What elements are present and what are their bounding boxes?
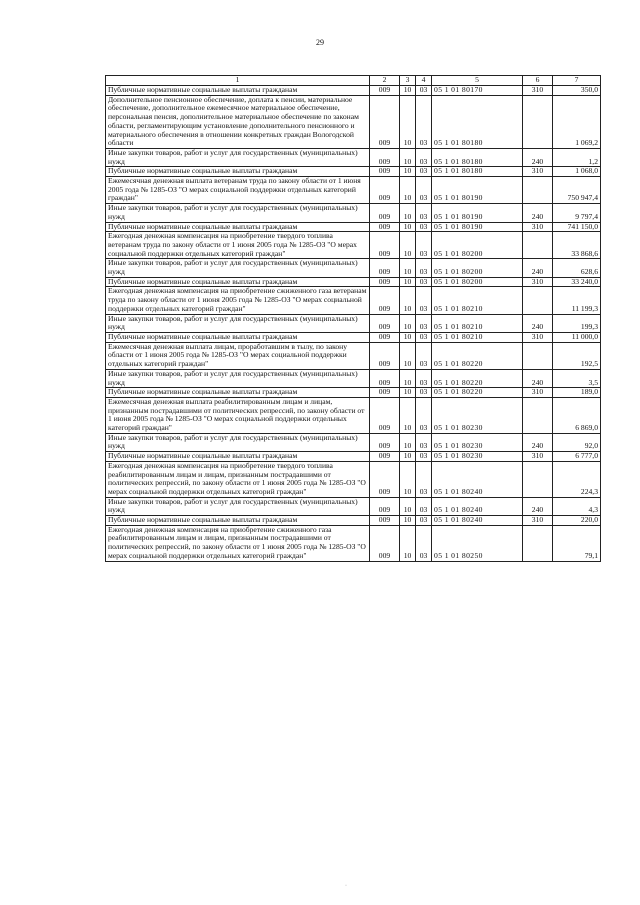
section-code: 10 — [400, 177, 416, 204]
admin-code: 009 — [370, 222, 400, 232]
amount: 199,3 — [553, 314, 601, 332]
section-code: 10 — [400, 397, 416, 433]
expense-type-code: 310 — [523, 516, 553, 526]
target-article-code: 05 1 01 80190 — [432, 222, 523, 232]
admin-code: 009 — [370, 277, 400, 287]
expense-type-code — [523, 397, 553, 433]
table-row — [106, 461, 601, 497]
amount: 9 797,4 — [553, 204, 601, 222]
admin-code: 009 — [370, 177, 400, 204]
expense-type-code — [523, 95, 553, 148]
target-article-code: 05 1 01 80170 — [432, 86, 523, 96]
target-article-code: 05 1 01 80200 — [432, 232, 523, 259]
table-row — [106, 369, 601, 387]
table-row — [106, 497, 601, 515]
admin-code: 009 — [370, 86, 400, 96]
section-code: 10 — [400, 167, 416, 177]
table-row — [106, 516, 601, 526]
subsection-code: 03 — [416, 497, 432, 515]
admin-code: 009 — [370, 388, 400, 398]
admin-code: 009 — [370, 167, 400, 177]
expense-type-code: 240 — [523, 314, 553, 332]
table-row — [106, 259, 601, 277]
subsection-code: 03 — [416, 232, 432, 259]
target-article-code: 05 1 01 80220 — [432, 342, 523, 369]
amount: 11 000,0 — [553, 332, 601, 342]
row-name: Ежегодная денежная компенсация на приобретение твердого топлива ветеранам труда по закону области от 1 июня 2005 года № 1285-ОЗ "О мерах социальной поддержки отдельных категорий граждан" — [106, 232, 370, 259]
amount: 628,6 — [553, 259, 601, 277]
row-name: Публичные нормативные социальные выплаты гражданам — [106, 277, 370, 287]
row-name: Иные закупки товаров, работ и услуг для государственных (муниципальных) нужд — [106, 204, 370, 222]
expense-type-code: 240 — [523, 204, 553, 222]
target-article-code: 05 1 01 80230 — [432, 433, 523, 451]
target-article-code: 05 1 01 80230 — [432, 452, 523, 462]
subsection-code: 03 — [416, 167, 432, 177]
section-code: 10 — [400, 287, 416, 314]
amount: 11 199,3 — [553, 287, 601, 314]
admin-code: 009 — [370, 452, 400, 462]
amount: 220,0 — [553, 516, 601, 526]
row-name: Ежемесячная денежная выплата лицам, проработавшим в тылу, по закону области от 1 июня 2005 года № 1285-ОЗ "О мерах социальной поддержки отдельных категорий граждан" — [106, 342, 370, 369]
admin-code: 009 — [370, 525, 400, 561]
admin-code: 009 — [370, 497, 400, 515]
expense-type-code — [523, 232, 553, 259]
target-article-code: 05 1 01 80210 — [432, 314, 523, 332]
subsection-code: 03 — [416, 86, 432, 96]
row-name: Дополнительное пенсионное обеспечение, доплата к пенсии, материальное обеспечение, дополнительное ежемесячное материальное обеспечение, персональная пенсия, дополнительное материальное обеспечение по законам области, регламентирующим установление дополнительного пенсионного и материального обеспечения в отношении конкретных граждан Вологодской области — [106, 95, 370, 148]
amount: 4,3 — [553, 497, 601, 515]
expense-type-code: 310 — [523, 332, 553, 342]
expense-type-code: 310 — [523, 222, 553, 232]
expense-type-code: 310 — [523, 277, 553, 287]
admin-code: 009 — [370, 342, 400, 369]
target-article-code: 05 1 01 80230 — [432, 397, 523, 433]
table-row — [106, 177, 601, 204]
expense-type-code: 240 — [523, 497, 553, 515]
page-number: 29 — [316, 38, 324, 47]
target-article-code: 05 1 01 80250 — [432, 525, 523, 561]
subsection-code: 03 — [416, 525, 432, 561]
admin-code: 009 — [370, 204, 400, 222]
amount: 33 240,0 — [553, 277, 601, 287]
section-code: 10 — [400, 314, 416, 332]
amount: 3,5 — [553, 369, 601, 387]
section-code: 10 — [400, 342, 416, 369]
target-article-code: 05 1 01 80180 — [432, 95, 523, 148]
section-code: 10 — [400, 369, 416, 387]
expense-type-code — [523, 461, 553, 497]
row-name: Ежегодная денежная компенсация на приобретение сжиженного газа ветеранам труда по закону области от 1 июня 2005 года № 1285-ОЗ "О мерах социальной поддержки отдельных категорий граждан" — [106, 287, 370, 314]
table-row — [106, 397, 601, 433]
section-code: 10 — [400, 277, 416, 287]
row-name: Иные закупки товаров, работ и услуг для государственных (муниципальных) нужд — [106, 314, 370, 332]
target-article-code: 05 1 01 80220 — [432, 388, 523, 398]
row-name: Публичные нормативные социальные выплаты гражданам — [106, 332, 370, 342]
column-header-row — [106, 76, 601, 86]
row-name: Ежегодная денежная компенсация на приобретение твердого топлива реабилитированным лицам и лицам, признанным пострадавшими от политических репрессий, по закону области от 1 июня 2005 года № 1285-ОЗ "О мерах социальной поддержки отдельных категорий граждан" — [106, 461, 370, 497]
column-header: 6 — [523, 76, 553, 86]
row-name: Публичные нормативные социальные выплаты гражданам — [106, 516, 370, 526]
subsection-code: 03 — [416, 314, 432, 332]
subsection-code: 03 — [416, 277, 432, 287]
expense-type-code: 310 — [523, 452, 553, 462]
section-code: 10 — [400, 222, 416, 232]
row-name: Иные закупки товаров, работ и услуг для государственных (муниципальных) нужд — [106, 497, 370, 515]
expense-type-code: 310 — [523, 388, 553, 398]
table-row — [106, 332, 601, 342]
table-row — [106, 277, 601, 287]
expense-type-code: 240 — [523, 433, 553, 451]
section-code: 10 — [400, 452, 416, 462]
row-name: Публичные нормативные социальные выплаты гражданам — [106, 452, 370, 462]
table-row — [106, 222, 601, 232]
amount: 1 068,0 — [553, 167, 601, 177]
section-code: 10 — [400, 388, 416, 398]
expense-type-code — [523, 342, 553, 369]
amount: 6 869,0 — [553, 397, 601, 433]
admin-code: 009 — [370, 516, 400, 526]
table-row — [106, 86, 601, 96]
scan-mark: · — [345, 883, 347, 889]
table-row — [106, 433, 601, 451]
table-row — [106, 204, 601, 222]
table-row — [106, 342, 601, 369]
subsection-code: 03 — [416, 388, 432, 398]
section-code: 10 — [400, 232, 416, 259]
target-article-code: 05 1 01 80190 — [432, 177, 523, 204]
target-article-code: 05 1 01 80190 — [432, 204, 523, 222]
table-row — [106, 525, 601, 561]
subsection-code: 03 — [416, 369, 432, 387]
amount: 224,3 — [553, 461, 601, 497]
subsection-code: 03 — [416, 95, 432, 148]
amount: 1 069,2 — [553, 95, 601, 148]
amount: 1,2 — [553, 148, 601, 166]
admin-code: 009 — [370, 332, 400, 342]
table-row — [106, 314, 601, 332]
section-code: 10 — [400, 332, 416, 342]
section-code: 10 — [400, 516, 416, 526]
amount: 33 868,6 — [553, 232, 601, 259]
row-name: Публичные нормативные социальные выплаты гражданам — [106, 167, 370, 177]
table-row — [106, 95, 601, 148]
expense-type-code — [523, 177, 553, 204]
admin-code: 009 — [370, 314, 400, 332]
row-name: Иные закупки товаров, работ и услуг для государственных (муниципальных) нужд — [106, 433, 370, 451]
section-code: 10 — [400, 525, 416, 561]
amount: 79,1 — [553, 525, 601, 561]
table-row — [106, 287, 601, 314]
amount: 6 777,0 — [553, 452, 601, 462]
amount: 189,0 — [553, 388, 601, 398]
admin-code: 009 — [370, 461, 400, 497]
section-code: 10 — [400, 461, 416, 497]
row-name: Ежегодная денежная компенсация на приобретение сжиженного газа реабилитированным лицам и лицам, признанным пострадавшими от политических репрессий, по закону области от 1 июня 2005 года № 1285-ОЗ "О мерах социальной поддержки отдельных категорий граждан" — [106, 525, 370, 561]
column-header: 1 — [106, 76, 370, 86]
expense-type-code: 240 — [523, 369, 553, 387]
admin-code: 009 — [370, 232, 400, 259]
column-header: 7 — [553, 76, 601, 86]
target-article-code: 05 1 01 80240 — [432, 497, 523, 515]
column-header: 5 — [432, 76, 523, 86]
subsection-code: 03 — [416, 342, 432, 369]
row-name: Ежемесячная денежная выплата ветеранам труда по закону области от 1 июня 2005 года № 1285-ОЗ "О мерах социальной поддержки отдельных категорий граждан" — [106, 177, 370, 204]
amount: 750 947,4 — [553, 177, 601, 204]
table-row — [106, 388, 601, 398]
section-code: 10 — [400, 433, 416, 451]
row-name: Публичные нормативные социальные выплаты гражданам — [106, 222, 370, 232]
section-code: 10 — [400, 86, 416, 96]
subsection-code: 03 — [416, 177, 432, 204]
target-article-code: 05 1 01 80220 — [432, 369, 523, 387]
column-header: 2 — [370, 76, 400, 86]
table-row — [106, 232, 601, 259]
target-article-code: 05 1 01 80210 — [432, 332, 523, 342]
admin-code: 009 — [370, 148, 400, 166]
subsection-code: 03 — [416, 433, 432, 451]
table-row — [106, 452, 601, 462]
expense-type-code: 310 — [523, 167, 553, 177]
admin-code: 009 — [370, 95, 400, 148]
subsection-code: 03 — [416, 148, 432, 166]
row-name: Публичные нормативные социальные выплаты гражданам — [106, 86, 370, 96]
subsection-code: 03 — [416, 461, 432, 497]
subsection-code: 03 — [416, 259, 432, 277]
target-article-code: 05 1 01 80210 — [432, 287, 523, 314]
subsection-code: 03 — [416, 204, 432, 222]
amount: 741 150,0 — [553, 222, 601, 232]
admin-code: 009 — [370, 259, 400, 277]
target-article-code: 05 1 01 80240 — [432, 461, 523, 497]
subsection-code: 03 — [416, 287, 432, 314]
subsection-code: 03 — [416, 397, 432, 433]
section-code: 10 — [400, 259, 416, 277]
amount: 192,5 — [553, 342, 601, 369]
column-header: 3 — [400, 76, 416, 86]
admin-code: 009 — [370, 397, 400, 433]
target-article-code: 05 1 01 80200 — [432, 277, 523, 287]
section-code: 10 — [400, 95, 416, 148]
subsection-code: 03 — [416, 516, 432, 526]
target-article-code: 05 1 01 80200 — [432, 259, 523, 277]
row-name: Ежемесячная денежная выплата реабилитированным лицам и лицам, признанным пострадавшими от политических репрессий, по закону области от 1 июня 2005 года № 1285-ОЗ "О мерах социальной поддержки отдельных категорий граждан" — [106, 397, 370, 433]
amount: 350,0 — [553, 86, 601, 96]
row-name: Публичные нормативные социальные выплаты гражданам — [106, 388, 370, 398]
admin-code: 009 — [370, 287, 400, 314]
subsection-code: 03 — [416, 332, 432, 342]
row-name: Иные закупки товаров, работ и услуг для государственных (муниципальных) нужд — [106, 259, 370, 277]
subsection-code: 03 — [416, 452, 432, 462]
section-code: 10 — [400, 148, 416, 166]
admin-code: 009 — [370, 433, 400, 451]
target-article-code: 05 1 01 80180 — [432, 167, 523, 177]
expense-type-code — [523, 287, 553, 314]
expense-type-code: 240 — [523, 259, 553, 277]
column-header: 4 — [416, 76, 432, 86]
subsection-code: 03 — [416, 222, 432, 232]
expense-type-code — [523, 525, 553, 561]
table-row — [106, 167, 601, 177]
budget-table — [105, 75, 601, 562]
row-name: Иные закупки товаров, работ и услуг для государственных (муниципальных) нужд — [106, 369, 370, 387]
expense-type-code: 240 — [523, 148, 553, 166]
target-article-code: 05 1 01 80240 — [432, 516, 523, 526]
target-article-code: 05 1 01 80180 — [432, 148, 523, 166]
expense-type-code: 310 — [523, 86, 553, 96]
amount: 92,0 — [553, 433, 601, 451]
row-name: Иные закупки товаров, работ и услуг для государственных (муниципальных) нужд — [106, 148, 370, 166]
table-row — [106, 148, 601, 166]
admin-code: 009 — [370, 369, 400, 387]
section-code: 10 — [400, 497, 416, 515]
section-code: 10 — [400, 204, 416, 222]
